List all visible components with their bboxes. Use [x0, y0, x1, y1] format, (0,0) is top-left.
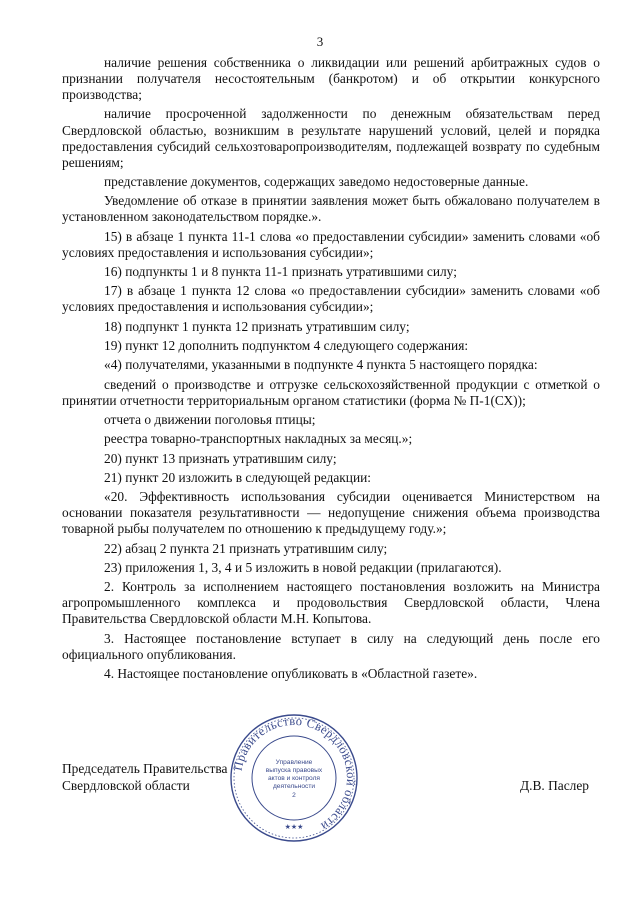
paragraph: наличие просроченной задолженности по денежным обязательствам перед Свердловской областью, возникшим в результате нарушений условий, целей и порядка предоставления субсидий сельхозтоваропроизводителям, подлежащей возврату по судебным решениям; — [62, 106, 600, 170]
paragraph: наличие решения собственника о ликвидации или решений арбитражных судов о признании получателя несостоятельным (банкротом) и об открытии конкурсного производства; — [62, 55, 600, 103]
stamp-ring-text: Правительство Свердловской области — [230, 713, 359, 834]
stamp-center-line: актов и контроля — [268, 775, 320, 782]
paragraph: 15) в абзаце 1 пункта 11-1 слова «о предоставлении субсидии» заменить словами «об условиях предоставления и использования субсидии»; — [62, 228, 600, 260]
paragraph: представление документов, содержащих заведомо недостоверные данные. — [104, 174, 529, 190]
paragraph: 4. Настоящее постановление опубликовать в «Областной газете». — [104, 665, 478, 681]
stamp-center-line: Управление — [275, 759, 313, 766]
paragraph: реестра товарно-транспортных накладных за месяц.»; — [104, 431, 413, 447]
paragraph: Уведомление об отказе в принятии заявления может быть обжаловано получателем в установленном законодательством порядке.». — [62, 193, 600, 225]
paragraph: сведений о производстве и отгрузке сельскохозяйственной продукции с отметкой о принятии отчетности территориальным органом статистики (форма № П-1(СХ)); — [62, 376, 600, 408]
paragraph: 20) пункт 13 признать утратившим силу; — [104, 450, 337, 466]
stamp-center-line: выпуска правовых — [265, 767, 323, 774]
document-body — [62, 55, 600, 685]
signatory-position-line: Председатель Правительства — [62, 761, 228, 776]
signatory-name: Д.В. Паслер — [520, 778, 589, 793]
paragraph: 3. Настоящее постановление вступает в силу на следующий день после его официального опубликования. — [62, 630, 600, 662]
paragraph: 22) абзац 2 пункта 21 признать утратившим силу; — [104, 540, 388, 556]
paragraph: 21) пункт 20 изложить в следующей редакции: — [104, 469, 372, 485]
paragraph: 16) подпункты 1 и 8 пункта 11-1 признать утратившими силу; — [104, 264, 457, 280]
paragraph: 17) в абзаце 1 пункта 12 слова «о предоставлении субсидии» заменить словами «об условиях предоставления и использования субсидии»; — [62, 283, 600, 315]
stamp-center-line: 2 — [292, 792, 296, 799]
paragraph: «4) получателями, указанными в подпункте 4 пункта 5 настоящего порядка: — [104, 357, 538, 373]
paragraph: 19) пункт 12 дополнить подпунктом 4 следующего содержания: — [104, 338, 469, 353]
paragraph: отчета о движении поголовья птицы; — [104, 411, 316, 427]
page-number: 3 — [316, 34, 324, 49]
stamp-stars: ★★★ — [284, 823, 304, 831]
paragraph: 18) подпункт 1 пункта 12 признать утратившим силу; — [104, 318, 410, 334]
paragraph: «20. Эффективность использования субсидии оценивается Министерством на основании показателя результативности — недопущение снижения объема производства товарной рыбы получателем по отношению к предыдущему году.»; — [62, 489, 600, 537]
signatory-position — [62, 760, 227, 794]
signatory-position-line: Свердловской области — [62, 778, 190, 793]
paragraph: 2. Контроль за исполнением настоящего постановления возложить на Министра агропромышленного комплекса и продовольствия Свердловской области, Члена Правительства Свердловской области М.Н. Копытова. — [62, 579, 600, 627]
paragraph: 23) приложения 1, 3, 4 и 5 изложить в новой редакции (прилагаются). — [104, 559, 502, 575]
stamp-center-line: деятельности — [272, 783, 316, 790]
official-stamp — [228, 708, 360, 848]
